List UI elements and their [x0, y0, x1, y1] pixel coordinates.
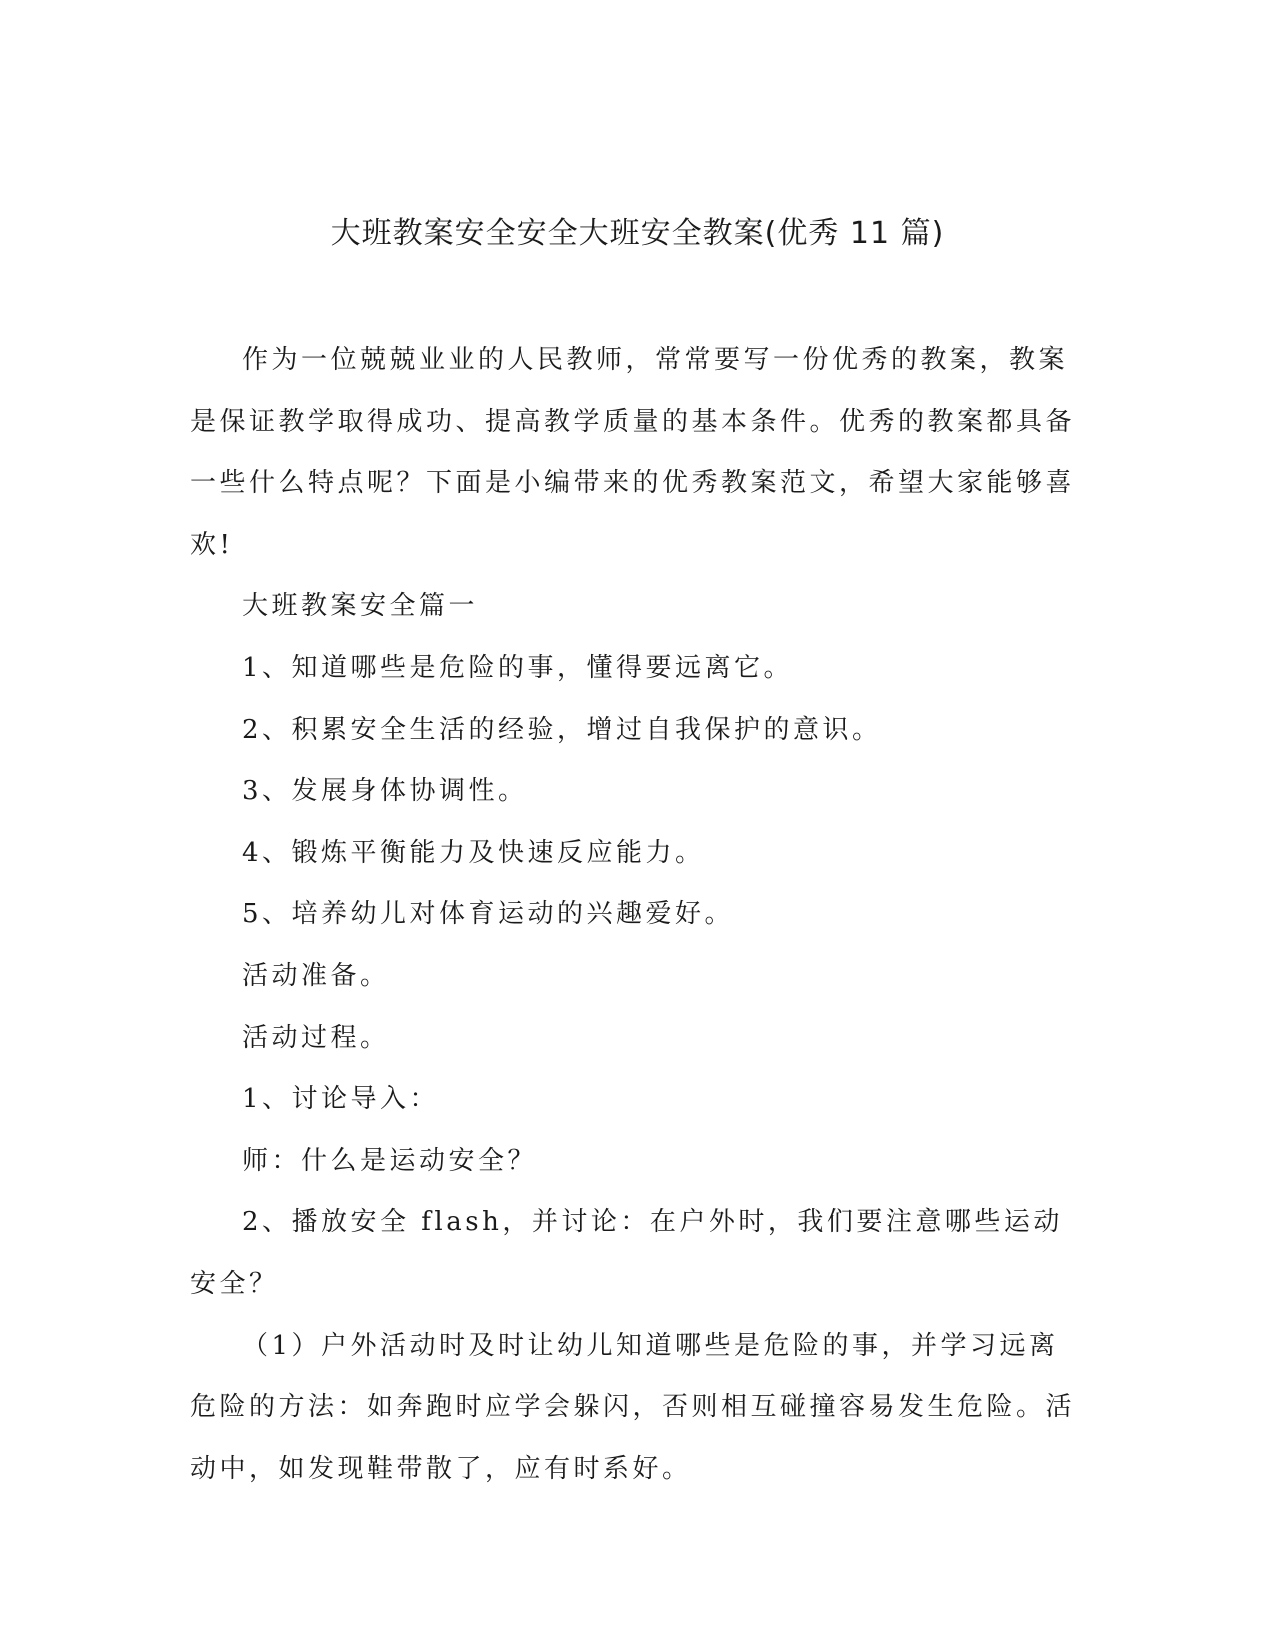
- goal-item-3: 3、发展身体协调性。: [242, 776, 528, 807]
- process-step-2: 2、播放安全 flash，并讨论：在户外时，我们要注意哪些运动安全？: [190, 1207, 1063, 1299]
- goal-item-5: 5、培养幼儿对体育运动的兴趣爱好。: [242, 899, 735, 930]
- process-substep-1: （1）户外活动时及时让幼儿知道哪些是危险的事，并学习远离危险的方法：如奔跑时应学会躲闪，否则相互碰撞容易发生危险。活动中，如发现鞋带散了，应有时系好。: [190, 1330, 1076, 1484]
- section-heading: 大班教案安全篇一: [242, 591, 479, 622]
- intro-paragraph: 作为一位兢兢业业的人民教师，常常要写一份优秀的教案，教案是保证教学取得成功、提高教学质量的基本条件。优秀的教案都具备一些什么特点呢？下面是小编带来的优秀教案范文，希望大家能够喜欢!: [190, 345, 1076, 560]
- goal-item-1: 1、知道哪些是危险的事，懂得要远离它。: [242, 652, 794, 683]
- teacher-question: 师：什么是运动安全？: [242, 1145, 538, 1176]
- document-body: [190, 330, 1080, 1500]
- goal-item-4: 4、锻炼平衡能力及快速反应能力。: [242, 837, 705, 868]
- activity-preparation: 活动准备。: [242, 960, 390, 991]
- activity-process: 活动过程。: [242, 1022, 390, 1053]
- process-step-1: 1、讨论导入：: [242, 1084, 440, 1115]
- goal-item-2: 2、积累安全生活的经验，增过自我保护的意识。: [242, 714, 882, 745]
- document-title: 大班教案安全安全大班安全教案(优秀 11 篇): [330, 216, 945, 251]
